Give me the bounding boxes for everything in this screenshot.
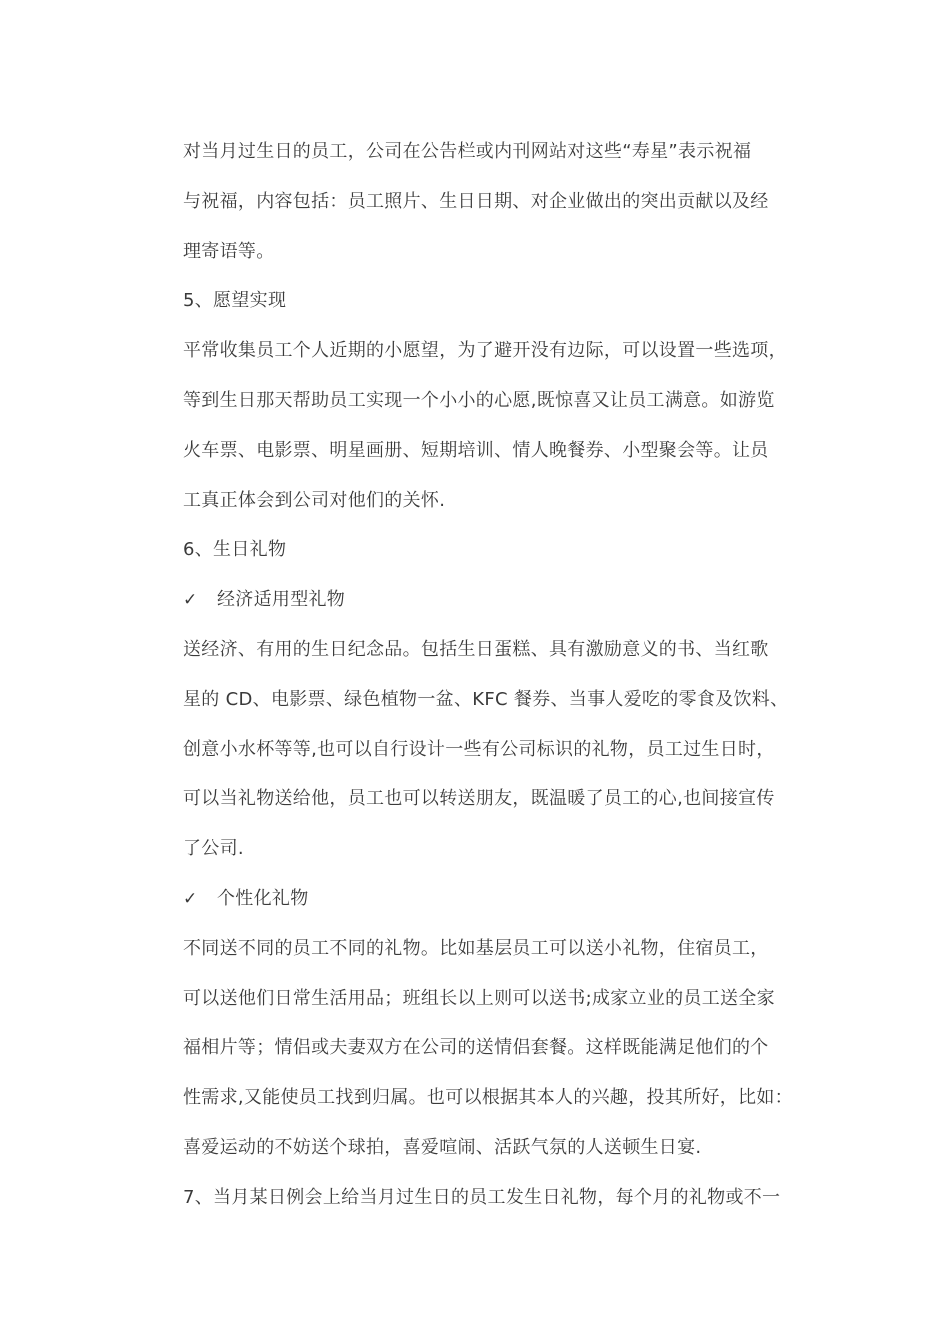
checklist-label: 经济适用型礼物 <box>217 589 346 611</box>
text-line: 火车票、电影票、明星画册、短期培训、情人晚餐券、小型聚会等。让员 <box>183 439 769 461</box>
text-line: 工真正体会到公司对他们的关怀. <box>183 489 446 511</box>
checklist-label: 个性化礼物 <box>217 887 309 909</box>
text-line: 送经济、有用的生日纪念品。包括生日蛋糕、具有激励意义的书、当红歌 <box>183 638 769 660</box>
text-line: 对当月过生日的员工，公司在公告栏或内刊网站对这些“寿星”表示祝福 <box>183 141 752 162</box>
text-line: 理寄语等。 <box>183 240 275 262</box>
text-line: 与祝福，内容包括：员工照片、生日日期、对企业做出的突出贡献以及经 <box>183 190 769 212</box>
text-line: 等到生日那天帮助员工实现一个小小的心愿,既惊喜又让员工满意。如游览 <box>183 389 775 411</box>
text-line: 喜爱运动的不妨送个球拍，喜爱喧闹、活跃气氛的人送顿生日宴. <box>183 1136 702 1158</box>
text-line: 性需求,又能使员工找到归属。也可以根据其本人的兴趣，投其所好，比如： <box>183 1087 793 1109</box>
checkmark-icon: ✓ <box>183 888 198 909</box>
text-line: 创意小水杯等等,也可以自行设计一些有公司标识的礼物，员工过生日时， <box>183 738 775 760</box>
text-line: 可以送他们日常生活用品；班组长以上则可以送书;成家立业的员工送全家 <box>183 987 775 1009</box>
checklist-item <box>183 881 823 931</box>
checkmark-icon: ✓ <box>183 590 198 611</box>
text-line: 福相片等；情侣或夫妻双方在公司的送情侣套餐。这样既能满足他们的个 <box>183 1037 769 1059</box>
checklist-item <box>183 582 823 632</box>
document-body <box>183 134 823 1230</box>
text-line: 平常收集员工个人近期的小愿望，为了避开没有边际，可以设置一些选项， <box>183 340 787 362</box>
section-heading: 7、当月某日例会上给当月过生日的员工发生日礼物，每个月的礼物或不一 <box>183 1186 781 1208</box>
text-line: 了公司. <box>183 838 244 860</box>
text-line: 不同送不同的员工不同的礼物。比如基层员工可以送小礼物，住宿员工， <box>183 937 769 959</box>
text-line: 可以当礼物送给他，员工也可以转送朋友，既温暖了员工的心,也间接宣传 <box>183 788 775 810</box>
section-heading: 5、愿望实现 <box>183 290 287 312</box>
section-heading: 6、生日礼物 <box>183 539 287 561</box>
text-line: 星的 CD、电影票、绿色植物一盆、KFC 餐券、当事人爱吃的零食及饮料、 <box>183 688 789 710</box>
